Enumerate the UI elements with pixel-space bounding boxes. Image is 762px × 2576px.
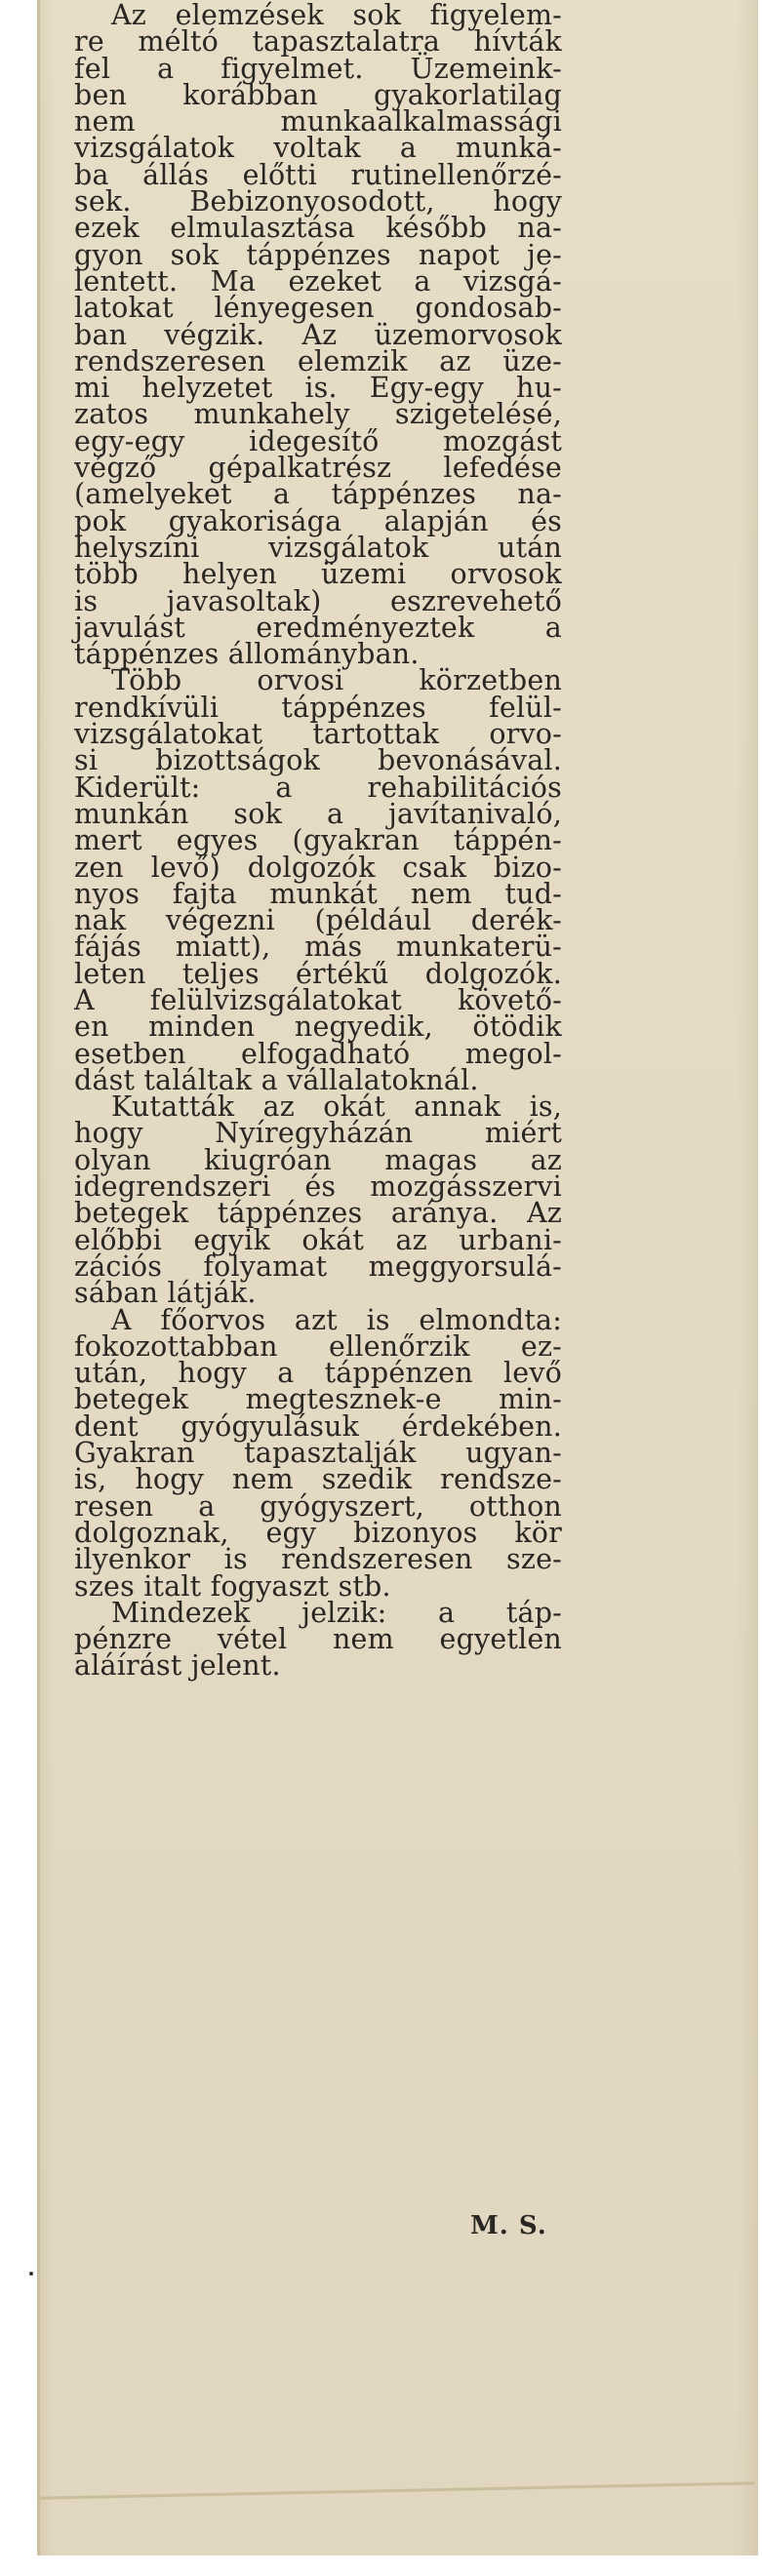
text-line: lentett. Ma ezeket a vizsgá- bbox=[74, 264, 562, 297]
text-line: dást találtak a vállalatoknál. bbox=[74, 1063, 479, 1096]
text-line: Kutatták az okát annak is, bbox=[111, 1090, 562, 1124]
text-line: is, hogy nem szedik rendsze- bbox=[74, 1463, 562, 1496]
text-line: en minden negyedik, ötödik bbox=[74, 1011, 562, 1044]
text-line: mert egyes (gyakran táppén- bbox=[74, 824, 562, 857]
text-line: aláírást jelent. bbox=[74, 1649, 281, 1683]
text-line: A felülvizsgálatokat követő- bbox=[74, 983, 562, 1016]
text-line: resen a gyógyszert, otthon bbox=[74, 1489, 562, 1523]
text-line: Több orvosi körzetben bbox=[111, 664, 562, 697]
paragraph-5 bbox=[74, 1596, 562, 1683]
text-line: előbbi egyik okát az urbani- bbox=[74, 1223, 562, 1256]
ink-speck bbox=[29, 2272, 33, 2276]
paragraph-1 bbox=[74, 0, 562, 671]
text-line: betegek megtesznek-e min- bbox=[74, 1383, 562, 1416]
text-line: helyszíni vizsgálatok után bbox=[74, 531, 562, 564]
text-line: ben korábban gyakorlatilag bbox=[74, 78, 562, 111]
text-line: idegrendszeri és mozgásszervi bbox=[74, 1170, 562, 1204]
text-line: Mindezek jelzik: a táp- bbox=[111, 1596, 562, 1629]
text-line: is javasoltak) eszrevehető bbox=[74, 584, 562, 617]
text-line: mi helyzetet is. Egy-egy hu- bbox=[74, 372, 562, 405]
text-line: egy-egy idegesítő mozgást bbox=[74, 424, 562, 457]
text-line: A főorvos azt is elmondta: bbox=[111, 1303, 562, 1336]
text-line: zatos munkahely szigetelésé, bbox=[74, 398, 562, 431]
text-line: sában látják. bbox=[74, 1277, 257, 1310]
text-line: fokozottabban ellenőrzik ez- bbox=[74, 1329, 562, 1363]
article-column bbox=[74, 0, 562, 1683]
paragraph-2 bbox=[74, 664, 562, 1096]
text-line: zációs folyamat meggyorsulá- bbox=[74, 1249, 562, 1283]
text-line: fel a figyelmet. Üzemeink- bbox=[74, 52, 562, 85]
text-line: szes italt fogyaszt stb. bbox=[74, 1569, 391, 1603]
text-line: Kiderült: a rehabilitációs bbox=[74, 771, 562, 804]
text-line: re méltó tapasztalatra hívták bbox=[74, 25, 562, 59]
text-line: gyon sok táppénzes napot je- bbox=[74, 238, 562, 271]
paragraph-4 bbox=[74, 1303, 562, 1603]
text-line: dolgoznak, egy bizonyos kör bbox=[74, 1516, 562, 1549]
text-line: si bizottságok bevonásával. bbox=[74, 744, 562, 777]
text-line: javulást eredményeztek a bbox=[74, 611, 562, 644]
text-line: nak végezni (például derék- bbox=[74, 904, 562, 937]
text-line: táppénzes állományban. bbox=[74, 638, 420, 671]
author-signature: M. S. bbox=[470, 2211, 547, 2240]
text-line: esetben elfogadható megol- bbox=[74, 1037, 562, 1070]
text-line: nyos fajta munkát nem tud- bbox=[74, 877, 562, 910]
text-line: vizsgálatok voltak a munká- bbox=[74, 132, 562, 165]
text-line: betegek táppénzes aránya. Az bbox=[74, 1197, 562, 1230]
text-line: zen levő) dolgozók csak bizo- bbox=[74, 851, 562, 884]
text-line: Gyakran tapasztalják ugyan- bbox=[74, 1437, 562, 1470]
text-line: több helyen üzemi orvosok bbox=[74, 558, 562, 591]
text-line: latokat lényegesen gondosab- bbox=[74, 292, 562, 325]
text-line: rendszeresen elemzik az üze- bbox=[74, 344, 562, 377]
text-line: pok gyakorisága alapján és bbox=[74, 504, 562, 537]
text-line: ban végzik. Az üzemorvosok bbox=[74, 318, 562, 351]
text-line: ba állás előtti rutinellenőrzé- bbox=[74, 158, 562, 191]
paragraph-3 bbox=[74, 1090, 562, 1310]
text-line: pénzre vétel nem egyetlen bbox=[74, 1623, 562, 1656]
text-line: leten teljes értékű dolgozók. bbox=[74, 957, 562, 990]
text-line: sek. Bebizonyosodott, hogy bbox=[74, 185, 562, 218]
text-line: dent gyógyulásuk érdekében. bbox=[74, 1409, 562, 1443]
text-line: olyan kiugróan magas az bbox=[74, 1143, 562, 1176]
text-line: fájás miatt), más munkaterü- bbox=[74, 931, 562, 964]
text-line: hogy Nyíregyházán miért bbox=[74, 1117, 562, 1150]
text-line: rendkívüli táppénzes felül- bbox=[74, 691, 562, 724]
text-line: után, hogy a táppénzen levő bbox=[74, 1357, 562, 1390]
text-line: ezek elmulasztása később na- bbox=[74, 212, 562, 245]
text-line: (amelyeket a táppénzes na- bbox=[74, 478, 562, 511]
text-line: végző gépalkatrész lefedése bbox=[74, 452, 562, 485]
text-line: Az elemzések sok figyelem- bbox=[111, 0, 562, 31]
text-line: ilyenkor is rendszeresen sze- bbox=[74, 1543, 562, 1576]
text-line: vizsgálatokat tartottak orvo- bbox=[74, 718, 562, 751]
text-line: nem munkaalkalmassági bbox=[74, 105, 562, 139]
text-line: munkán sok a javítanivaló, bbox=[74, 797, 562, 830]
